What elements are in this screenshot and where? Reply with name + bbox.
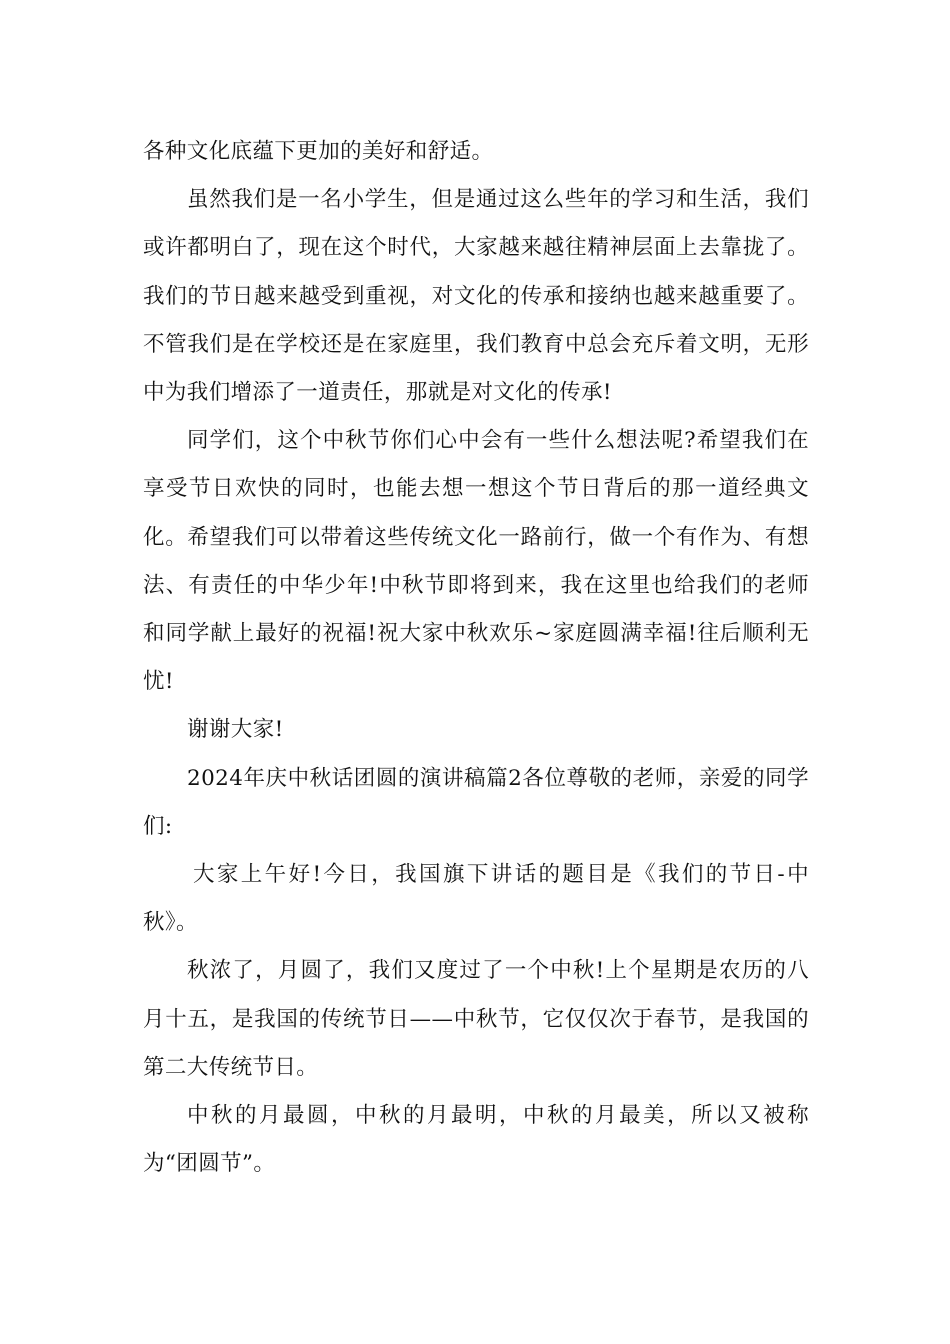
paragraph-speech-2-heading: 2024年庆中秋话团圆的演讲稿篇2各位尊敬的老师，亲爱的同学们: [143, 765, 809, 839]
document-body [143, 128, 809, 1188]
paragraph-greeting: 大家上午好!今日，我国旗下讲话的题目是《我们的节日-中秋》。 [143, 862, 809, 936]
paragraph-continuation: 各种文化底蕴下更加的美好和舒适。 [143, 139, 494, 164]
paragraph-student-reflection: 虽然我们是一名小学生，但是通过这么些年的学习和生活，我们或许都明白了，现在这个时代，大家越来越往精神层面上去靠拢了。我们的节日越来越受到重视，对文化的传承和接纳也越来越重要了。不管我们是在学校还是在家庭里，我们教育中总会充斥着文明，无形中为我们增添了一道责任，那就是对文化的传承! [143, 187, 809, 406]
paragraph-classmates-wishes: 同学们，这个中秋节你们心中会有一些什么想法呢?希望我们在享受节日欢快的同时，也能去想一想这个节日背后的那一道经典文化。希望我们可以带着这些传统文化一路前行，做一个有作为、有想法、有责任的中华少年!中秋节即将到来，我在这里也给我们的老师和同学献上最好的祝福!祝大家中秋欢乐~家庭圆满幸福!往后顺利无忧! [143, 428, 809, 695]
paragraph-thanks: 谢谢大家! [187, 717, 284, 743]
paragraph-reunion-festival: 中秋的月最圆，中秋的月最明，中秋的月最美，所以又被称为“团圆节”。 [143, 1103, 809, 1177]
paragraph-autumn-moon: 秋浓了，月圆了，我们又度过了一个中秋!上个星期是农历的八月十五，是我国的传统节日——中秋节，它仅仅次于春节，是我国的第二大传统节日。 [143, 958, 809, 1080]
